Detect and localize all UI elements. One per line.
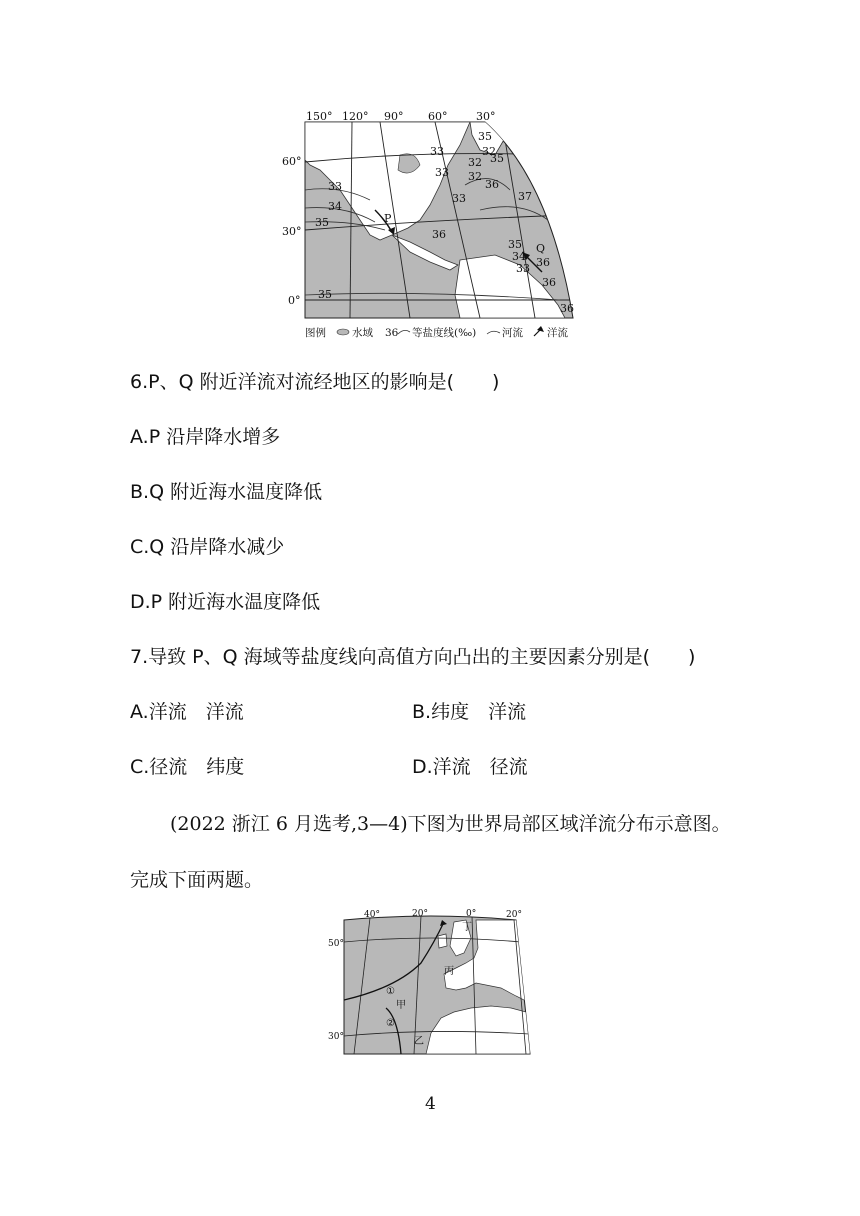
salinity-value: 36 [432, 228, 446, 241]
salinity-value: 33 [328, 180, 342, 193]
latitude-label: 60° [282, 155, 302, 168]
longitude-label: 40° [364, 910, 380, 920]
longitude-label: 60° [428, 110, 448, 123]
question-6-stem: 6.P、Q 附近洋流对流经地区的影响是( ) [130, 371, 500, 393]
latitude-label: 30° [282, 225, 302, 238]
salinity-value: 37 [518, 190, 532, 203]
intro-line-1: (2022 浙江 6 月选考,3—4)下图为世界局部区域洋流分布示意图。 [170, 813, 731, 835]
salinity-value: 34 [512, 250, 526, 263]
salinity-value: 34 [328, 200, 342, 213]
map-legend [305, 326, 568, 339]
latitude-label: 50° [328, 939, 344, 949]
question-7-stem: 7.导致 P、Q 海域等盐度线向高值方向凸出的主要因素分别是( ) [130, 646, 696, 668]
river-icon [487, 331, 500, 334]
latitude-label: 30° [328, 1032, 344, 1042]
legend-isohaline-num: 36 [385, 327, 399, 339]
salinity-value: 32 [468, 156, 482, 169]
legend-prefix: 图例 [305, 327, 326, 339]
intro-line-2: 完成下面两题。 [130, 869, 264, 891]
map-marker: 甲 [396, 1000, 406, 1011]
longitude-label: 120° [342, 110, 369, 123]
salinity-value: 33 [435, 166, 449, 179]
legend-current: 洋流 [547, 327, 568, 339]
question-6-option-b: B.Q 附近海水温度降低 [130, 481, 323, 503]
legend-river: 河流 [502, 327, 523, 339]
map-marker: 丁 [462, 922, 472, 933]
salinity-value: 36 [536, 256, 550, 269]
legend-isohaline: 等盐度线(‰) [412, 327, 477, 339]
salinity-value: 35 [318, 288, 332, 301]
current-marker: Q [536, 242, 546, 255]
isohaline-icon [398, 330, 410, 334]
salinity-value: 36 [485, 178, 499, 191]
salinity-value: 33 [430, 145, 444, 158]
longitude-label: 20° [412, 909, 428, 919]
map-marker: 乙 [414, 1036, 424, 1047]
question-7-option-a: A.洋流 洋流 [130, 701, 244, 723]
question-6-option-d: D.P 附近海水温度降低 [130, 591, 321, 613]
longitude-label: 90° [384, 110, 404, 123]
current-marker: P [384, 212, 392, 225]
salinity-value: 35 [508, 238, 522, 251]
salinity-value: 33 [516, 262, 530, 275]
salinity-value: 36 [560, 302, 574, 315]
longitude-label: 0° [466, 909, 477, 919]
salinity-value: 35 [478, 130, 492, 143]
map-marker: ② [386, 1018, 395, 1029]
salinity-value: 35 [315, 216, 329, 229]
question-6-option-a: A.P 沿岸降水增多 [130, 426, 281, 448]
longitude-label: 20° [506, 910, 522, 920]
legend-water: 水域 [352, 327, 373, 339]
question-7-option-c: C.径流 纬度 [130, 756, 245, 778]
map-marker: 丙 [444, 966, 454, 977]
page-number: 4 [425, 1094, 436, 1114]
longitude-label: 30° [476, 110, 496, 123]
longitude-label: 150° [306, 110, 333, 123]
ocean-salinity-map [280, 110, 580, 342]
salinity-value: 32 [482, 145, 496, 158]
question-6-option-c: C.Q 沿岸降水减少 [130, 536, 285, 558]
salinity-value: 35 [490, 152, 504, 165]
question-7-option-b: B.纬度 洋流 [412, 701, 527, 723]
water-swatch-icon [337, 329, 349, 335]
question-7-option-d: D.洋流 径流 [412, 756, 528, 778]
salinity-value: 33 [452, 192, 466, 205]
ocean-currents-map [326, 908, 534, 1058]
latitude-label: 0° [288, 294, 301, 307]
salinity-value: 32 [468, 170, 482, 183]
salinity-value: 36 [542, 276, 556, 289]
map-marker: ① [386, 986, 395, 997]
